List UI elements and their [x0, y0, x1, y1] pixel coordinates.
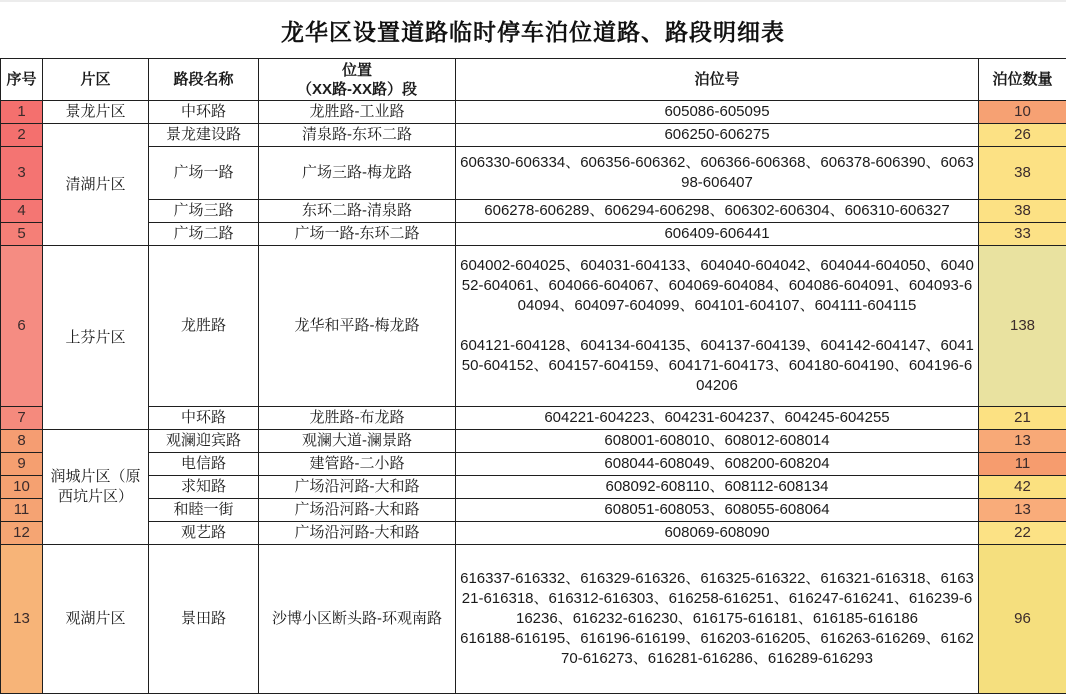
road-cell: 求知路 — [149, 476, 259, 499]
location-cell: 东环二路-清泉路 — [259, 200, 456, 223]
location-cell: 清泉路-东环二路 — [259, 124, 456, 147]
road-cell: 电信路 — [149, 453, 259, 476]
header-row — [1, 59, 1066, 101]
table-row — [1, 407, 1066, 430]
seq-cell: 2 — [1, 124, 43, 147]
table-row — [1, 200, 1066, 223]
road-cell: 景龙建设路 — [149, 124, 259, 147]
berth-numbers-paragraph: 608044-608049、608200-608204 — [459, 454, 975, 474]
col-header-berths: 泊位号 — [456, 59, 979, 101]
berth-numbers-cell — [456, 407, 979, 430]
district-cell: 上芬片区 — [43, 246, 149, 430]
qty-cell: 38 — [979, 200, 1066, 223]
table-header — [1, 59, 1066, 101]
page-title: 龙华区设置道路临时停车泊位道路、路段明细表 — [0, 2, 1066, 58]
location-cell: 广场沿河路-大和路 — [259, 522, 456, 545]
seq-cell: 1 — [1, 101, 43, 124]
district-cell: 清湖片区 — [43, 124, 149, 246]
seq-cell: 5 — [1, 223, 43, 246]
qty-cell: 42 — [979, 476, 1066, 499]
seq-cell: 10 — [1, 476, 43, 499]
qty-cell: 26 — [979, 124, 1066, 147]
table-row — [1, 545, 1066, 694]
berth-numbers-paragraph: 606409-606441 — [459, 224, 975, 244]
road-cell: 观澜迎宾路 — [149, 430, 259, 453]
table-row — [1, 124, 1066, 147]
district-cell: 景龙片区 — [43, 101, 149, 124]
berth-numbers-cell — [456, 499, 979, 522]
seq-cell: 4 — [1, 200, 43, 223]
seq-cell: 9 — [1, 453, 43, 476]
table-row — [1, 430, 1066, 453]
berth-numbers-paragraph: 604121-604128、604134-604135、604137-604139、604142-604147、604150-604152、604157-604159、604171-604173、604180-604190、604196-604206 — [459, 336, 975, 396]
berth-numbers-cell — [456, 453, 979, 476]
berth-numbers-cell — [456, 545, 979, 694]
col-header-district: 片区 — [43, 59, 149, 101]
table-row — [1, 147, 1066, 200]
col-header-qty: 泊位数量 — [979, 59, 1066, 101]
seq-cell: 8 — [1, 430, 43, 453]
berth-numbers-cell — [456, 246, 979, 407]
berth-numbers-paragraph: 604002-604025、604031-604133、604040-604042、604044-604050、604052-604061、604066-604067、604069-604084、604086-604091、604093-604094、604097-604099、604101-604107、604111-604115 — [459, 256, 975, 316]
table-row — [1, 453, 1066, 476]
road-cell: 广场二路 — [149, 223, 259, 246]
qty-cell: 13 — [979, 430, 1066, 453]
table-row — [1, 499, 1066, 522]
table-body — [1, 101, 1066, 694]
road-cell: 中环路 — [149, 101, 259, 124]
berth-numbers-paragraph: 616188-616195、616196-616199、616203-616205、616263-616269、616270-616273、616281-616286、616289-616293 — [459, 629, 975, 669]
berth-numbers-paragraph: 605086-605095 — [459, 102, 975, 122]
qty-cell: 13 — [979, 499, 1066, 522]
qty-cell: 11 — [979, 453, 1066, 476]
location-cell: 广场沿河路-大和路 — [259, 476, 456, 499]
berth-numbers-cell — [456, 124, 979, 147]
berth-numbers-cell — [456, 430, 979, 453]
parking-table — [0, 58, 1066, 694]
location-cell: 沙博小区断头路-环观南路 — [259, 545, 456, 694]
berth-numbers-paragraph: 606250-606275 — [459, 125, 975, 145]
col-header-seq: 序号 — [1, 59, 43, 101]
seq-cell: 12 — [1, 522, 43, 545]
berth-numbers-paragraph: 606278-606289、606294-606298、606302-606304、606310-606327 — [459, 201, 975, 221]
berth-numbers-paragraph: 608069-608090 — [459, 523, 975, 543]
seq-cell: 7 — [1, 407, 43, 430]
location-cell: 广场沿河路-大和路 — [259, 499, 456, 522]
table-row — [1, 101, 1066, 124]
seq-cell: 11 — [1, 499, 43, 522]
qty-cell: 10 — [979, 101, 1066, 124]
location-cell: 广场一路-东环二路 — [259, 223, 456, 246]
location-cell: 龙华和平路-梅龙路 — [259, 246, 456, 407]
table-row — [1, 476, 1066, 499]
location-cell: 龙胜路-布龙路 — [259, 407, 456, 430]
col-header-location-line1: 位置 — [262, 61, 452, 80]
road-cell: 景田路 — [149, 545, 259, 694]
location-cell: 观澜大道-澜景路 — [259, 430, 456, 453]
col-header-location — [259, 59, 456, 101]
road-cell: 广场一路 — [149, 147, 259, 200]
berth-numbers-cell — [456, 147, 979, 200]
table-row — [1, 246, 1066, 407]
road-cell: 和睦一街 — [149, 499, 259, 522]
berth-numbers-paragraph — [459, 316, 975, 336]
berth-numbers-paragraph: 616337-616332、616329-616326、616325-616322、616321-616318、616321-616318、616312-616303、616258-616251、616247-616241、616239-616236、616232-616230、616175-616181、616185-616186 — [459, 569, 975, 629]
road-cell: 观艺路 — [149, 522, 259, 545]
seq-cell: 6 — [1, 246, 43, 407]
table-row — [1, 522, 1066, 545]
district-cell: 观湖片区 — [43, 545, 149, 694]
qty-cell: 33 — [979, 223, 1066, 246]
berth-numbers-cell — [456, 476, 979, 499]
district-cell: 润城片区（原西坑片区） — [43, 430, 149, 545]
berth-numbers-paragraph: 608051-608053、608055-608064 — [459, 500, 975, 520]
berth-numbers-paragraph: 608092-608110、608112-608134 — [459, 477, 975, 497]
berth-numbers-cell — [456, 223, 979, 246]
berth-numbers-cell — [456, 101, 979, 124]
location-cell: 龙胜路-工业路 — [259, 101, 456, 124]
qty-cell: 22 — [979, 522, 1066, 545]
road-cell: 龙胜路 — [149, 246, 259, 407]
qty-cell: 21 — [979, 407, 1066, 430]
berth-numbers-cell — [456, 200, 979, 223]
col-header-road: 路段名称 — [149, 59, 259, 101]
seq-cell: 3 — [1, 147, 43, 200]
seq-cell: 13 — [1, 545, 43, 694]
berth-numbers-paragraph: 606330-606334、606356-606362、606366-606368、606378-606390、606398-606407 — [459, 153, 975, 193]
qty-cell: 138 — [979, 246, 1066, 407]
qty-cell: 38 — [979, 147, 1066, 200]
berth-numbers-paragraph: 608001-608010、608012-608014 — [459, 431, 975, 451]
qty-cell: 96 — [979, 545, 1066, 694]
road-cell: 广场三路 — [149, 200, 259, 223]
location-cell: 广场三路-梅龙路 — [259, 147, 456, 200]
col-header-location-line2: （XX路-XX路）段 — [262, 80, 452, 99]
table-row — [1, 223, 1066, 246]
berth-numbers-cell — [456, 522, 979, 545]
road-cell: 中环路 — [149, 407, 259, 430]
berth-numbers-paragraph: 604221-604223、604231-604237、604245-604255 — [459, 408, 975, 428]
location-cell: 建管路-二小路 — [259, 453, 456, 476]
